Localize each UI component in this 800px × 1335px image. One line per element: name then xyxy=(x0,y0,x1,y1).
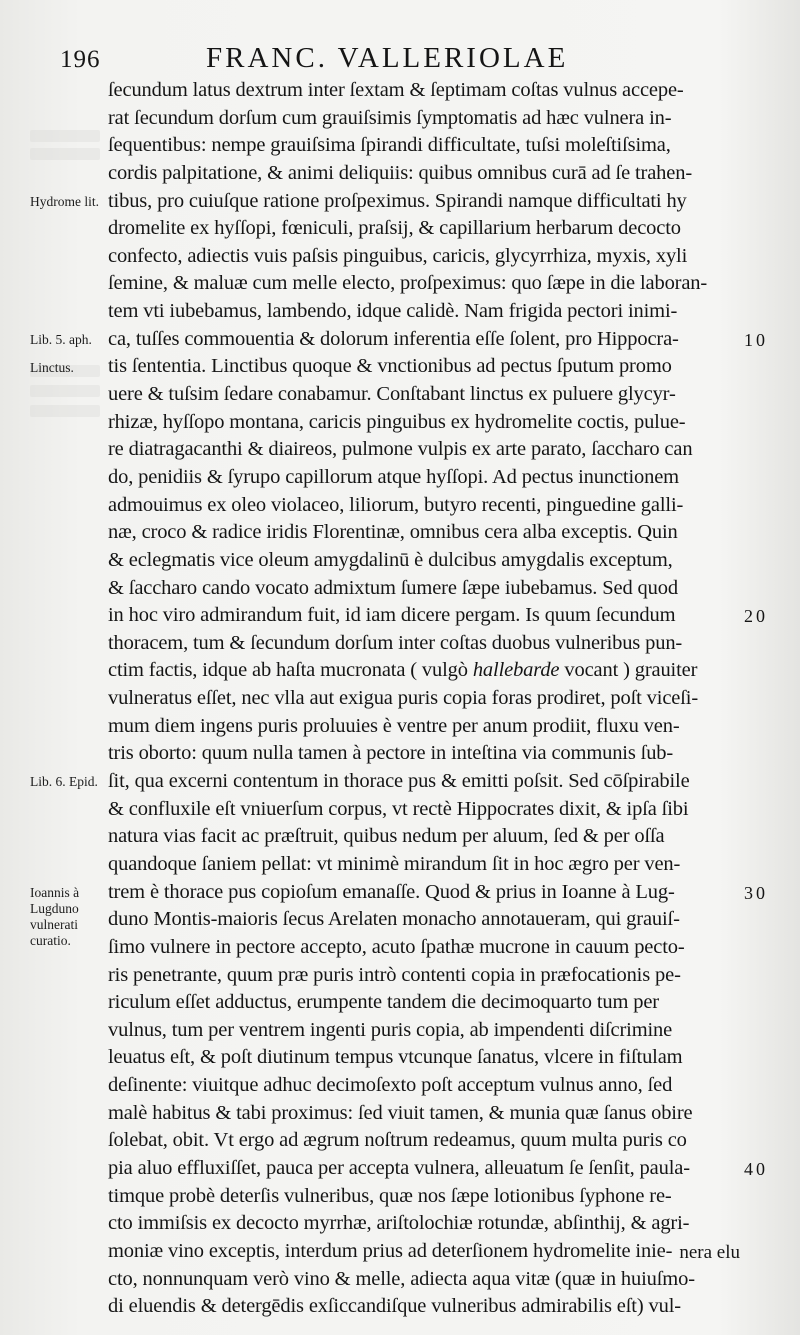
text-line: næ, croco & radice iridis Florentinæ, omnibus cera alba exceptis. Quin xyxy=(108,521,678,544)
text-line: tibus, pro cuiuſque ratione proſpeximus. Spirandi namque difficultati hy xyxy=(108,189,687,212)
text-line: tem vti iubebamus, lambendo, idque calidè. Nam frigida pectori inimi- xyxy=(108,300,678,323)
text-line: ca, tuſſes commouentia & dolorum inferentia eſſe ſolent, pro Hippocra- xyxy=(108,327,679,350)
text-line: & eclegmatis vice oleum amygdalinū è dulcibus amygdalis exceptum, xyxy=(108,548,673,571)
text-line: re diatragacanthi & diaireos, pulmone vulpis ex arte parato, ſaccharo can xyxy=(108,438,693,461)
show-through-mark xyxy=(30,385,100,397)
text-line: uere & tuſsim ſedare conabamur. Conſtabant linctus ex puluere glycyr- xyxy=(108,383,676,406)
page-header xyxy=(0,42,800,82)
margin-note: Lib. 6. Epid. xyxy=(30,774,98,790)
text-line: malè habitus & tabi proximus: ſed viuit tamen, & munia quæ ſanus obire xyxy=(108,1101,693,1124)
running-head: FRANC. VALLERIOLAE xyxy=(206,42,569,74)
text-line: rat ſecundum dorſum cum grauiſsimis ſymptomatis ad hæc vulnera in- xyxy=(108,106,672,129)
text-line: timque probè deterſis vulneribus, quæ nos ſæpe lotionibus ſyphone re- xyxy=(108,1184,672,1207)
text-line: ſequentibus: nempe grauiſsima ſpirandi difficultate, tuſsi moleſtiſsima, xyxy=(108,134,671,157)
text-line: tris oborto: quum nulla tamen à pectore in inteſtina via communis ſub- xyxy=(108,742,674,765)
text-line: cto immiſsis ex decocto myrrhæ, ariſtolochiæ rotundæ, abſinthij, & agri- xyxy=(108,1212,690,1235)
text-line: riculum eſſet adductus, erumpente tandem die decimoquarto tum per xyxy=(108,991,659,1014)
text-line: vulnus, tum per ventrem ingenti puris copia, ab impendenti diſcrimine xyxy=(108,1018,673,1041)
text-line: leuatus eſt, & poſt diutinum tempus vtcunque ſanatus, vlcere in fiſtulam xyxy=(108,1046,683,1069)
page-number: 196 xyxy=(60,46,101,73)
text-line: confecto, adiectis vuis paſsis pinguibus, caricis, glycyrrhiza, myxis, xyli xyxy=(108,244,688,267)
line-number: 40 xyxy=(744,1159,768,1180)
text-line: trem è thorace pus copioſum emanaſſe. Quod & prius in Ioanne à Lug- xyxy=(108,880,675,903)
text-line: ctim factis, idque ab haſta mucronata ( vulgò hallebarde vocant ) grauiter xyxy=(108,659,698,682)
show-through-mark xyxy=(30,405,100,417)
text-line: ſolebat, obit. Vt ergo ad ægrum noſtrum redeamus, quum multa puris co xyxy=(108,1129,687,1152)
text-line: ſemine, & maluæ cum melle electo, proſpeximus: quo ſæpe in die laboran- xyxy=(108,272,708,295)
text-line: quandoque ſaniem pellat: vt minimè mirandum ſit in hoc ægro per ven- xyxy=(108,852,681,875)
text-line: & confluxile eſt vniuerſum corpus, vt rectè Hippocrates dixit, & ipſa ſibi xyxy=(108,797,689,820)
text-line: thoracem, tum & ſecundum dorſum inter coſtas duobus vulneribus pun- xyxy=(108,631,683,654)
body-text xyxy=(108,77,740,1321)
margin-note: Lib. 5. aph. xyxy=(30,331,92,347)
catchword: nera elu xyxy=(679,1242,740,1263)
margin-note: Hydrome lit. xyxy=(30,193,99,209)
line-number: 20 xyxy=(744,606,768,627)
text-line: di eluendis & detergēdis exſiccandiſque vulneribus admirabilis eſt) vul- xyxy=(108,1295,681,1318)
text-line: cto, nonnunquam verò vino & melle, adiecta aqua vitæ (quæ in huiuſmo- xyxy=(108,1267,695,1290)
line-number: 10 xyxy=(744,329,768,350)
text-line: pia aluo effluxiſſet, pauca per accepta vulnera, alleuatum ſe ſenſit, paula- xyxy=(108,1156,690,1179)
text-line: rhizæ, hyſſopo montana, caricis pinguibus ex hydromelite coctis, pulue- xyxy=(108,410,686,433)
text-line: & ſaccharo cando vocato admixtum ſumere ſæpe iubebamus. Sed quod xyxy=(108,576,678,599)
text-line: tis ſententia. Linctibus quoque & vnctionibus ad pectus ſputum promo xyxy=(108,355,672,378)
show-through-mark xyxy=(30,148,100,160)
margin-note: Linctus. xyxy=(30,359,74,375)
line-number: 30 xyxy=(744,882,768,903)
text-line: mum diem ingens puris proluuies è ventre per anum prodiit, fluxu ven- xyxy=(108,714,680,737)
text-line: natura vias facit ac præſtruit, quibus nedum per aluum, ſed & per oſſa xyxy=(108,825,665,848)
text-line: in hoc viro admirandum fuit, id iam dicere pergam. Is quum ſecundum xyxy=(108,604,676,627)
margin-note: Ioannis à Lugduno vulnerati curatio. xyxy=(30,884,80,948)
text-line: moniæ vino exceptis, interdum prius ad deterſionem hydromelite inie- xyxy=(108,1239,673,1262)
text-line: vulneratus eſſet, nec vlla aut exigua puris copia foras prodiret, poſt viceſi- xyxy=(108,687,698,710)
page-footer xyxy=(108,1232,740,1263)
text-line: admouimus ex oleo violaceo, liliorum, butyro recenti, pinguedine galli- xyxy=(108,493,684,516)
text-line: deſinente: viuitque adhuc decimoſexto poſt acceptum vulnus anno, ſed xyxy=(108,1074,673,1097)
text-line: cordis palpitatione, & animi deliquiis: quibus omnibus curā ad ſe trahen- xyxy=(108,161,692,184)
text-line: ſimo vulnere in pectore accepto, acuto ſpathæ mucrone in cauum pecto- xyxy=(108,935,685,958)
text-line: ſecundum latus dextrum inter ſextam & ſeptimam coſtas vulnus accepe- xyxy=(108,79,684,101)
text-line: dromelite ex hyſſopi, fœniculi, praſsij, & capillarium herbarum decocto xyxy=(108,217,681,240)
show-through-mark xyxy=(30,130,100,142)
text-line: ris penetrante, quum præ puris intrò contenti copia in præfocationis pe- xyxy=(108,963,681,986)
text-line: do, penidiis & ſyrupo capillorum atque hyſſopi. Ad pectus inunctionem xyxy=(108,465,679,488)
text-line: ſit, qua excerni contentum in thorace pus & emitti poſsit. Sed cōſpirabile xyxy=(108,770,690,793)
text-line: duno Montis-maioris ſecus Arelaten monacho annotaueram, qui grauiſ- xyxy=(108,908,680,931)
